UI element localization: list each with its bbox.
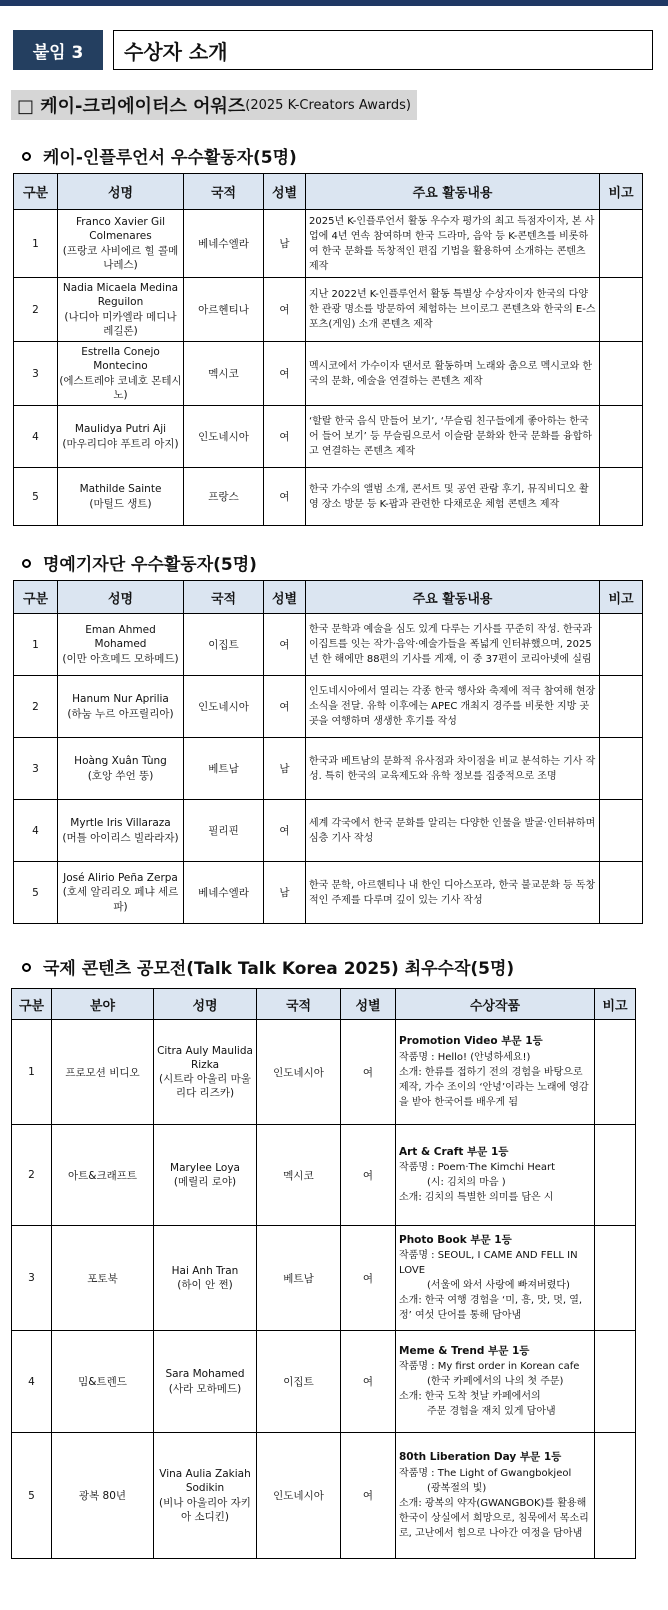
name-ko: (머틀 아이리스 빌라라자) (62, 831, 179, 844)
name-ko: (사라 모하메드) (168, 1382, 242, 1395)
activity-cell: 2025년 K-인플루언서 활동 우수자 평가의 최고 득점자이자, 본 사업에 4년 연속 참여하며 한국 드라마, 음악 등 K-콘텐츠를 비롯하여 한국 문화를 독창적인 편집 기법을 활용하여 소개하는 콘텐츠 제작 (306, 210, 600, 278)
name-ko: (하눔 누르 아프릴리아) (67, 707, 174, 720)
gender-cell: 남 (264, 210, 306, 278)
header-cell: 분야 (52, 989, 154, 1020)
name-en: Hai Anh Tran (171, 1264, 239, 1277)
name-en: Myrtle Iris Villaraza (70, 817, 171, 830)
name-cell (58, 800, 184, 862)
group2-title: 명예기자단 우수활동자(5명) (43, 555, 257, 575)
work-title: 작품명 : Poem·The Kimchi Heart (399, 1162, 556, 1174)
activity-cell: 한국 문학, 아르헨티나 내 한인 디아스포라, 한국 불교문화 등 독창적인 주제를 다루며 깊이 있는 기사 작성 (306, 862, 600, 924)
nation-cell: 베트남 (257, 1226, 341, 1331)
award-cell (396, 1226, 595, 1331)
note-cell (600, 738, 643, 800)
work-title-ko: (광복절의 빛) (427, 1482, 487, 1494)
gender-cell: 여 (264, 406, 306, 468)
name-cell (154, 1331, 257, 1433)
table-row (14, 676, 643, 738)
work-title: 작품명 : My first order in Korean cafe (399, 1361, 580, 1373)
row-number: 4 (12, 1331, 52, 1433)
activity-cell: 지난 2022년 K-인플루언서 활동 특별상 수상자이자 한국의 다양한 관광 명소를 방문하여 체험하는 브이로그 콘텐츠와 한국의 E-스포츠(게임) 소개 콘텐츠 제작 (306, 278, 600, 342)
name-ko: (호앙 쑤언 뚱) (87, 769, 154, 782)
gender-cell: 여 (264, 614, 306, 676)
row-number: 1 (12, 1020, 52, 1125)
name-en: Citra Auly Maulida Rizka (157, 1044, 253, 1071)
name-ko: (하이 안 쩐) (177, 1279, 233, 1291)
row-number: 3 (14, 342, 58, 406)
field-cell: 광복 80년 (52, 1433, 154, 1559)
name-ko: (마틸드 생트) (89, 497, 152, 510)
nation-cell: 이집트 (184, 614, 264, 676)
activity-cell: 한국과 베트남의 문화적 유사점과 차이점을 비교 분석하는 기사 작성. 특히 한국의 교육제도와 유학 정보를 집중적으로 조명 (306, 738, 600, 800)
nation-cell: 프랑스 (184, 468, 264, 526)
name-cell (58, 614, 184, 676)
work-title: 작품명 : Hello! (안녕하세요!) (399, 1051, 531, 1063)
note-cell (595, 1331, 636, 1433)
nation-cell: 인도네시아 (257, 1433, 341, 1559)
prize-title: 80th Liberation Day 부문 1등 (399, 1451, 562, 1464)
section-title (11, 90, 417, 120)
name-en: Vina Aulia Zakiah Sodikin (159, 1468, 251, 1495)
row-number: 2 (14, 676, 58, 738)
name-cell (58, 278, 184, 342)
work-title: 작품명 : The Light of Gwangbokjeol (399, 1467, 572, 1479)
table-row (14, 862, 643, 924)
name-ko: (프랑코 사비에르 힐 콜메나레스) (62, 244, 179, 271)
reporter-table (13, 580, 643, 924)
name-en: Maulidya Putri Aji (74, 423, 167, 436)
note-cell (595, 1125, 636, 1226)
prize-title: Promotion Video 부문 1등 (399, 1035, 543, 1048)
name-en: Franco Xavier Gil Colmenares (75, 216, 166, 243)
nation-cell: 인도네시아 (257, 1020, 341, 1125)
activity-cell: 멕시코에서 가수이자 댄서로 활동하며 노래와 춤으로 멕시코와 한국의 문화, 예술을 연결하는 콘텐츠 제작 (306, 342, 600, 406)
circle-bullet-icon (22, 963, 31, 972)
header-cell: 국적 (257, 989, 341, 1020)
field-cell: 밈&트렌드 (52, 1331, 154, 1433)
page-header (13, 30, 653, 70)
name-cell (58, 738, 184, 800)
group1-title: 케이-인플루언서 우수활동자(5명) (43, 148, 297, 168)
activity-cell: ‘할랄 한국 음식 만들어 보기’, ‘무슬림 친구들에게 좋아하는 한국어 들어 보기’ 등 무슬림으로서 이슬람 문화와 한국 문화를 융합하고 연결하는 콘텐츠 제작 (306, 406, 600, 468)
header-cell: 비고 (600, 581, 643, 614)
row-number: 4 (14, 406, 58, 468)
field-cell: 아트&크래프트 (52, 1125, 154, 1226)
name-ko: (비나 아울리아 자키아 소디킨) (159, 1496, 251, 1523)
gender-cell: 여 (341, 1020, 396, 1125)
header-cell: 주요 활동내용 (306, 581, 600, 614)
header-cell: 성별 (341, 989, 396, 1020)
attachment-badge: 붙임 3 (13, 30, 103, 70)
table-row (14, 614, 643, 676)
table-row (14, 800, 643, 862)
row-number: 5 (14, 862, 58, 924)
note-cell (600, 800, 643, 862)
name-cell (154, 1020, 257, 1125)
work-intro-cont: 주문 경험을 재치 있게 담아냄 (427, 1406, 556, 1418)
note-cell (600, 210, 643, 278)
top-rule (0, 0, 668, 6)
circle-bullet-icon (22, 559, 31, 568)
note-cell (600, 278, 643, 342)
note-cell (600, 406, 643, 468)
header-cell: 비고 (600, 174, 643, 210)
header-cell: 국적 (184, 174, 264, 210)
group3-heading (22, 954, 514, 979)
header-cell: 구분 (14, 174, 58, 210)
name-cell (154, 1433, 257, 1559)
table-row (14, 468, 643, 526)
note-cell (595, 1226, 636, 1331)
name-ko: (메릴리 로야) (173, 1176, 237, 1188)
note-cell (600, 342, 643, 406)
table-row (12, 1125, 636, 1226)
name-en: Marylee Loya (170, 1161, 240, 1174)
group3-title: 국제 콘텐츠 공모전(Talk Talk Korea 2025) 최우수작(5명) (43, 959, 515, 979)
name-cell (154, 1226, 257, 1331)
note-cell (595, 1433, 636, 1559)
name-cell (58, 210, 184, 278)
group1-heading (22, 143, 297, 168)
header-cell: 성명 (58, 581, 184, 614)
header-cell: 성명 (154, 989, 257, 1020)
prize-title: Art & Craft 부문 1등 (399, 1145, 509, 1158)
name-en: Sara Mohamed (165, 1368, 245, 1381)
nation-cell: 베네수엘라 (184, 862, 264, 924)
header-cell: 성별 (264, 581, 306, 614)
table-row (14, 210, 643, 278)
award-cell (396, 1020, 595, 1125)
gender-cell: 여 (264, 468, 306, 526)
table-header-row (12, 989, 636, 1020)
note-cell (600, 676, 643, 738)
table-row (12, 1020, 636, 1125)
work-title-ko: (한국 카페에서의 나의 첫 주문) (427, 1376, 564, 1388)
row-number: 4 (14, 800, 58, 862)
note-cell (595, 1020, 636, 1125)
table-row (12, 1433, 636, 1559)
nation-cell: 베네수엘라 (184, 210, 264, 278)
row-number: 5 (14, 468, 58, 526)
table-row (14, 342, 643, 406)
contest-table (11, 988, 636, 1559)
name-en: Nadia Micaela Medina Reguilon (62, 282, 179, 309)
name-cell (58, 406, 184, 468)
field-cell: 포토북 (52, 1226, 154, 1331)
nation-cell: 멕시코 (257, 1125, 341, 1226)
nation-cell: 베트남 (184, 738, 264, 800)
nation-cell: 아르헨티나 (184, 278, 264, 342)
row-number: 1 (14, 614, 58, 676)
table-row (14, 738, 643, 800)
work-intro: 소개: 한류를 접하기 전의 경험을 바탕으로 제작, 가수 조이의 ‘안녕’이라는 노래에 영감을 받아 한국어를 배우게 됨 (399, 1066, 589, 1108)
table-row (14, 278, 643, 342)
activity-cell: 인도네시아에서 열리는 각종 한국 행사와 축제에 적극 참여해 현장 소식을 전달. 유학 이후에는 APEC 개최지 경주를 비롯한 지방 곳곳을 여행하며 생생한 후기를 작성 (306, 676, 600, 738)
section-title-main: □ 케이-크리에이터스 어워즈 (17, 96, 246, 117)
header-cell: 주요 활동내용 (306, 174, 600, 210)
award-cell (396, 1125, 595, 1226)
note-cell (600, 862, 643, 924)
table-header-row (14, 581, 643, 614)
nation-cell: 필리핀 (184, 800, 264, 862)
header-cell: 구분 (14, 581, 58, 614)
nation-cell: 인도네시아 (184, 676, 264, 738)
name-ko: (시트라 아울리 마울리다 리즈카) (159, 1073, 251, 1100)
header-cell: 성명 (58, 174, 184, 210)
name-cell (154, 1125, 257, 1226)
header-cell: 국적 (184, 581, 264, 614)
header-cell: 수상작품 (396, 989, 595, 1020)
group2-heading (22, 550, 257, 575)
section-title-sub: (2025 K-Creators Awards) (245, 97, 411, 113)
gender-cell: 여 (341, 1226, 396, 1331)
name-en: Mathilde Sainte (79, 483, 162, 496)
row-number: 2 (12, 1125, 52, 1226)
activity-cell: 세계 각국에서 한국 문화를 알리는 다양한 인물을 발굴·인터뷰하며 심층 기사 작성 (306, 800, 600, 862)
name-cell (58, 468, 184, 526)
name-ko: (호세 알리리오 페냐 세르파) (62, 886, 179, 913)
influencer-table (13, 173, 643, 526)
circle-bullet-icon (22, 152, 31, 161)
name-ko: (에스트레야 코네호 몬테시노) (59, 374, 182, 401)
note-cell (600, 614, 643, 676)
gender-cell: 여 (264, 800, 306, 862)
work-intro: 소개: 한국 도착 첫날 카페에서의 (399, 1391, 541, 1403)
gender-cell: 남 (264, 738, 306, 800)
table-row (14, 406, 643, 468)
nation-cell: 이집트 (257, 1331, 341, 1433)
name-ko: (나디아 미카엘라 메디나 레길론) (64, 310, 177, 337)
award-cell (396, 1433, 595, 1559)
nation-cell: 인도네시아 (184, 406, 264, 468)
work-title-ko: (서울에 와서 사랑에 빠져버렸다) (427, 1280, 570, 1292)
row-number: 2 (14, 278, 58, 342)
table-header-row (14, 174, 643, 210)
row-number: 3 (12, 1226, 52, 1331)
work-intro: 소개: 한국 여행 경험을 ‘미, 흥, 맛, 멋, 열, 정’ 여섯 단어를 통해 담아냄 (399, 1295, 583, 1322)
gender-cell: 여 (264, 278, 306, 342)
header-cell: 성별 (264, 174, 306, 210)
header-cell: 비고 (595, 989, 636, 1020)
activity-cell: 한국 문학과 예술을 심도 있게 다루는 기사를 꾸준히 작성. 한국과 이집트를 잇는 작가·음악·예술가들을 폭넓게 인터뷰했으며, 2025년 한 해에만 88편의 기사를 게재, 이 중 37편이 코리아넷에 실림 (306, 614, 600, 676)
work-intro: 소개: 광복의 약자(GWANGBOK)를 활용해 한국이 상실에서 희망으로, 침묵에서 목소리로, 고난에서 힘으로 나아간 여정을 담아냄 (399, 1497, 589, 1539)
name-en: Hanum Nur Aprilia (72, 693, 169, 706)
table-row (12, 1226, 636, 1331)
header-cell: 구분 (12, 989, 52, 1020)
gender-cell: 여 (264, 342, 306, 406)
name-cell (58, 862, 184, 924)
name-ko: (마우리디야 푸트리 아지) (62, 437, 179, 450)
field-cell: 프로모션 비디오 (52, 1020, 154, 1125)
row-number: 3 (14, 738, 58, 800)
gender-cell: 남 (264, 862, 306, 924)
name-en: Estrella Conejo Montecino (81, 346, 160, 373)
prize-title: Photo Book 부문 1등 (399, 1233, 512, 1246)
name-cell (58, 342, 184, 406)
work-title: 작품명 : SEOUL, I CAME AND FELL IN LOVE (399, 1250, 578, 1277)
name-en: Eman Ahmed Mohamed (85, 624, 156, 651)
nation-cell: 멕시코 (184, 342, 264, 406)
note-cell (600, 468, 643, 526)
gender-cell: 여 (341, 1433, 396, 1559)
table-row (12, 1331, 636, 1433)
page-title: 수상자 소개 (113, 30, 653, 70)
gender-cell: 여 (264, 676, 306, 738)
name-cell (58, 676, 184, 738)
name-en: Hoàng Xuân Tùng (74, 755, 167, 768)
work-intro: 소개: 김치의 특별한 의미를 담은 시 (399, 1192, 554, 1204)
gender-cell: 여 (341, 1125, 396, 1226)
activity-cell: 한국 가수의 앨범 소개, 콘서트 및 공연 관람 후기, 뮤직비디오 촬영 장소 방문 등 K-팝과 관련한 다채로운 체험 콘텐츠 제작 (306, 468, 600, 526)
name-ko: (이만 아흐메드 모하메드) (62, 652, 179, 665)
name-en: José Alirio Peña Zerpa (63, 872, 178, 885)
row-number: 5 (12, 1433, 52, 1559)
prize-title: Meme & Trend 부문 1등 (399, 1344, 530, 1357)
row-number: 1 (14, 210, 58, 278)
gender-cell: 여 (341, 1331, 396, 1433)
award-cell (396, 1331, 595, 1433)
work-title-ko: (시: 김치의 마음 ) (427, 1177, 506, 1189)
